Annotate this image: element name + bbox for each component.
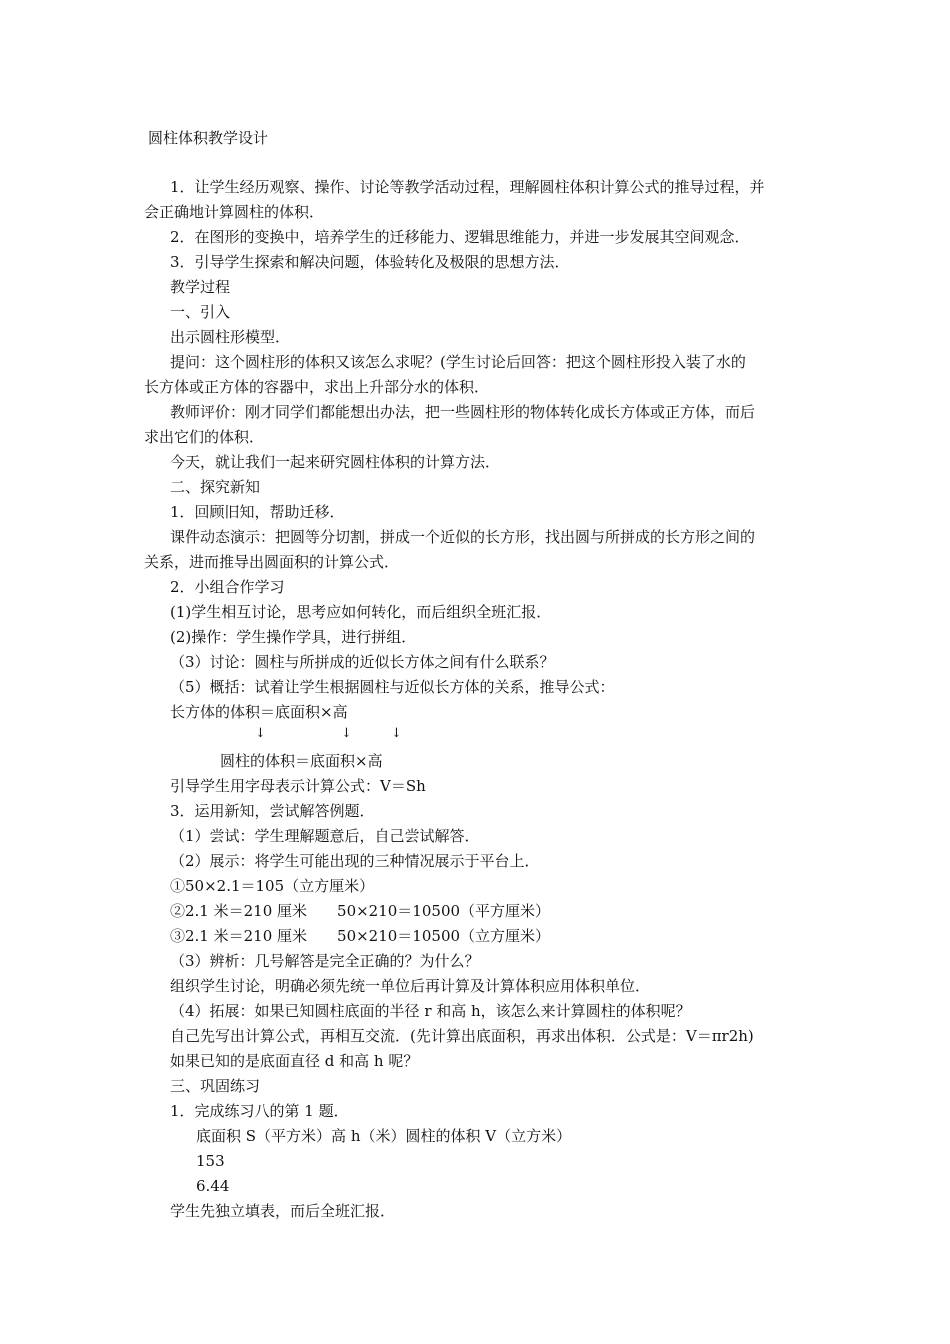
case-3: ③2.1 米＝210 厘米 50×210＝10500（立方厘米） bbox=[170, 927, 551, 945]
extend-line: （4）拓展：如果已知圆柱底面的半径 r 和高 h，该怎么来计算圆柱的体积呢？ bbox=[170, 1002, 691, 1020]
table-row-1: 153 bbox=[196, 1152, 225, 1170]
diameter-line: 如果已知的是底面直径 d 和高 h 呢？ bbox=[170, 1052, 419, 1070]
goal-2: 2．在图形的变换中，培养学生的迁移能力、逻辑思维能力，并进一步发展其空间观念． bbox=[170, 228, 750, 246]
section-explore-heading: 二、探究新知 bbox=[170, 478, 261, 496]
process-heading: 教学过程 bbox=[170, 278, 231, 296]
section-practice-heading: 三、巩固练习 bbox=[170, 1077, 261, 1095]
exercise-1: 1．完成练习八的第 1 题． bbox=[170, 1102, 349, 1120]
evaluation-line-2: 求出它们的体积． bbox=[144, 428, 265, 446]
step-5: （5）概括：试着让学生根据圆柱与近似长方体的关系，推导公式： bbox=[170, 678, 615, 696]
show-model: 出示圆柱形模型． bbox=[170, 328, 291, 346]
case-2: ②2.1 米＝210 厘米 50×210＝10500（平方厘米） bbox=[170, 902, 551, 920]
formula-cuboid: 长方体的体积＝底面积×高 bbox=[170, 703, 348, 721]
table-header: 底面积 S（平方米）高 h（米）圆柱的体积 V（立方米） bbox=[196, 1127, 572, 1145]
self-write-line: 自己先写出计算公式，再相互交流．(先计算出底面积，再求出体积．公式是：V＝πr2h) bbox=[170, 1027, 754, 1045]
review-line: 1．回顾旧知，帮助迁移． bbox=[170, 503, 345, 521]
question-line-1: 提问：这个圆柱形的体积又该怎么求呢？(学生讨论后回答：把这个圆柱形投入装了水的 bbox=[170, 353, 746, 371]
down-arrow-icon: ↓ bbox=[341, 726, 352, 741]
organize-line: 组织学生讨论，明确必须先统一单位后再计算及计算体积应用体积单位． bbox=[170, 977, 651, 995]
today-line: 今天，就让我们一起来研究圆柱体积的计算方法． bbox=[170, 453, 501, 471]
try-line: （1）尝试：学生理解题意后，自己尝试解答． bbox=[170, 827, 480, 845]
section-intro-heading: 一、引入 bbox=[170, 303, 231, 321]
apply-heading: 3．运用新知，尝试解答例题． bbox=[170, 802, 375, 820]
display-line: （2）展示：将学生可能出现的三种情况展示于平台上． bbox=[170, 852, 540, 870]
step-1: (1)学生相互讨论，思考应如何转化，而后组织全班汇报． bbox=[170, 603, 552, 621]
fill-table-line: 学生先独立填表，而后全班汇报． bbox=[170, 1202, 396, 1220]
case-1: ①50×2.1＝105（立方厘米） bbox=[170, 877, 375, 895]
question-line-2: 长方体或正方体的容器中，求出上升部分水的体积． bbox=[144, 378, 490, 396]
demo-line-2: 关系，进而推导出圆面积的计算公式． bbox=[144, 553, 400, 571]
formula-cylinder: 圆柱的体积＝底面积×高 bbox=[220, 752, 383, 770]
group-work-heading: 2．小组合作学习 bbox=[170, 578, 285, 596]
goal-1-line-1: 1．让学生经历观察、操作、讨论等教学活动过程，理解圆柱体积计算公式的推导过程，并 bbox=[170, 178, 765, 196]
demo-line-1: 课件动态演示：把圆等分切割，拼成一个近似的长方形，找出圆与所拼成的长方形之间的 bbox=[170, 528, 756, 546]
goal-3: 3．引导学生探索和解决问题，体验转化及极限的思想方法． bbox=[170, 253, 570, 271]
letter-formula: 引导学生用字母表示计算公式：V＝Sh bbox=[170, 777, 426, 795]
analyze-line: （3）辨析：几号解答是完全正确的？为什么？ bbox=[170, 952, 480, 970]
down-arrow-icon: ↓ bbox=[391, 726, 402, 741]
down-arrow-icon: ↓ bbox=[255, 726, 266, 741]
evaluation-line-1: 教师评价：刚才同学们都能想出办法，把一些圆柱形的物体转化成长方体或正方体，而后 bbox=[170, 403, 756, 421]
derivation-arrows bbox=[255, 724, 415, 744]
document-title: 圆柱体积教学设计 bbox=[148, 129, 269, 147]
table-row-2: 6.44 bbox=[196, 1177, 230, 1195]
step-3: （3）讨论：圆柱与所拼成的近似长方体之间有什么联系？ bbox=[170, 653, 555, 671]
goal-1-line-2: 会正确地计算圆柱的体积． bbox=[144, 203, 325, 221]
step-2: (2)操作：学生操作学具，进行拼组． bbox=[170, 628, 417, 646]
